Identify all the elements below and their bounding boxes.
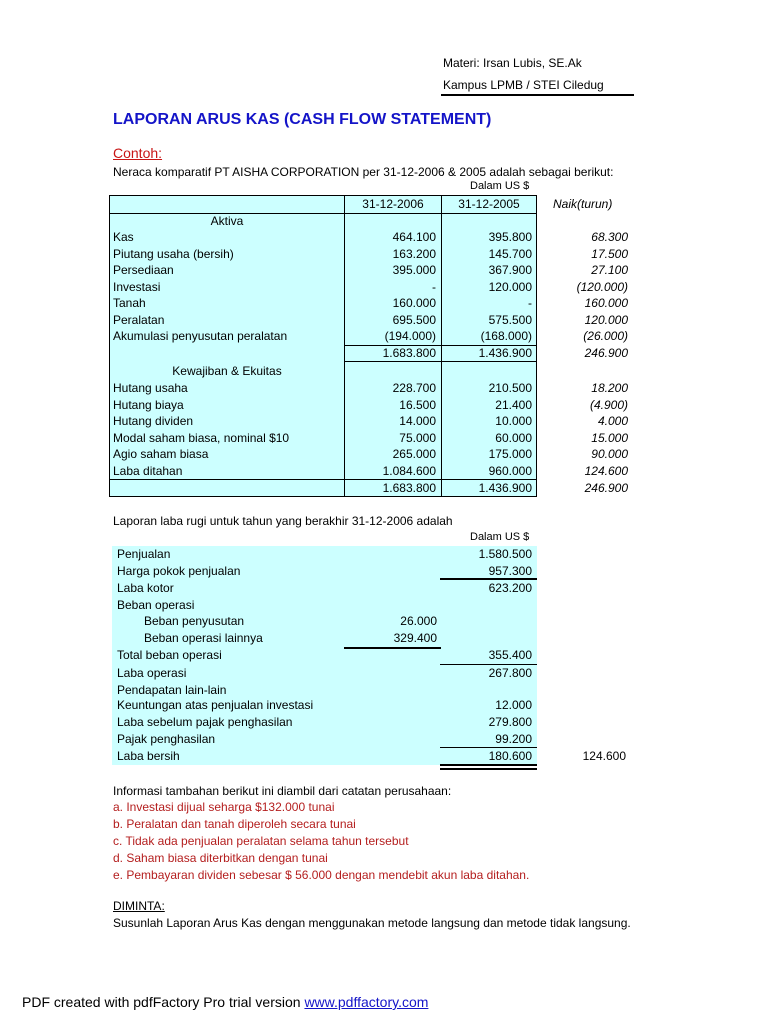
income-row-value: 267.800	[488, 666, 532, 680]
balance-row-change: 90.000	[591, 447, 628, 461]
income-row-value: 623.200	[488, 581, 532, 595]
income-row-value: 957.300	[488, 564, 532, 578]
balance-row-label: Hutang usaha	[113, 381, 188, 395]
balance-row-label: Investasi	[113, 279, 161, 294]
net-rule-bottom-2	[440, 768, 537, 770]
balance-row-2005: (168.000)	[480, 329, 532, 343]
income-row-label: Keuntungan atas penjualan investasi	[117, 698, 314, 712]
income-row-label: Beban operasi lainnya	[144, 631, 263, 645]
income-row-value: 355.400	[488, 648, 532, 662]
balance-row-2005: 10.000	[495, 414, 532, 428]
balance-row-label: Hutang biaya	[113, 397, 184, 412]
balance-row-label: Kas	[113, 230, 134, 244]
income-row-label: Laba bersih	[117, 749, 180, 763]
income-row-label: Harga pokok penjualan	[117, 564, 241, 578]
balance-row-2005: 395.800	[488, 230, 532, 244]
balance-row-change: (26.000)	[583, 329, 628, 343]
border-right	[536, 195, 537, 497]
balance-row-change: 160.000	[584, 296, 628, 310]
balance-row-change: 18.200	[591, 381, 628, 395]
footer-link[interactable]: www.pdffactory.com	[304, 994, 429, 1010]
balance-row-2006: 160.000	[392, 296, 436, 310]
income-row-mid: 329.400	[393, 631, 437, 645]
balance-row-2005: 960.000	[488, 463, 532, 478]
balance-row-label: Piutang usaha (bersih)	[113, 246, 234, 261]
col-header-change: Naik(turun)	[553, 197, 613, 211]
balance-row-change: 15.000	[591, 430, 628, 445]
info-item: d. Saham biasa diterbitkan dengan tunai	[113, 851, 328, 865]
balance-row-label: Laba ditahan	[113, 463, 183, 478]
balance-intro: Neraca komparatif PT AISHA CORPORATION per 31-12-2006 & 2005 adalah sebagai berikut:	[113, 165, 614, 179]
balance-row-2006: 1.084.600	[382, 463, 436, 478]
liab-heading: Kewajiban & Ekuitas	[172, 364, 282, 378]
balance-row-change: (120.000)	[576, 279, 628, 294]
aktiva-total-2006: 1.683.800	[382, 346, 436, 360]
income-row-label: Penjualan	[117, 547, 171, 561]
balance-row-2005: 120.000	[488, 279, 532, 294]
task-text: Susunlah Laporan Arus Kas dengan menggunakan metode langsung dan metode tidak langsung.	[113, 916, 631, 930]
page-title: LAPORAN ARUS KAS (CASH FLOW STATEMENT)	[113, 111, 492, 128]
balance-row-change: (4.900)	[589, 397, 628, 412]
balance-row-change: 4.000	[597, 414, 628, 428]
balance-row-2005: 175.000	[488, 447, 532, 461]
balance-currency: Dalam US $	[470, 180, 530, 192]
liab-total-2006: 1.683.800	[382, 481, 436, 495]
info-item: b. Peralatan dan tanah diperoleh secara tunai	[113, 817, 356, 831]
campus-line: Kampus LPMB / STEI Ciledug	[443, 78, 604, 92]
balance-row-change: 120.000	[584, 312, 628, 327]
info-item: a. Investasi dijual seharga $132.000 tunai	[113, 800, 335, 814]
info-heading: Informasi tambahan berikut ini diambil dari catatan perusahaan:	[113, 784, 452, 798]
info-item: c. Tidak ada penjualan peralatan selama tahun tersebut	[113, 834, 409, 848]
balance-row-2006: 395.000	[392, 263, 436, 277]
income-row-label: Total beban operasi	[117, 648, 222, 662]
balance-row-change: 124.600	[584, 463, 628, 478]
net-income-side: 124.600	[582, 749, 626, 763]
balance-row-2005: 367.900	[488, 263, 532, 277]
balance-row-label: Persediaan	[113, 263, 174, 277]
aktiva-total-2005: 1.436.900	[478, 346, 532, 360]
header-underline	[441, 94, 634, 96]
col-header-2005: 31-12-2005	[458, 197, 520, 211]
liab-total-2005: 1.436.900	[478, 481, 532, 495]
income-row-label: Beban penyusutan	[144, 614, 245, 628]
balance-row-change: 68.300	[591, 230, 628, 244]
balance-row-2006: 16.500	[399, 397, 436, 412]
income-row-mid: 26.000	[400, 614, 437, 628]
income-row-label: Beban operasi	[117, 598, 195, 612]
balance-row-2006: 228.700	[392, 381, 436, 395]
task-heading: DIMINTA:	[113, 899, 165, 913]
balance-row-2005: 575.500	[488, 312, 532, 327]
balance-row-2006: 75.000	[399, 430, 436, 445]
balance-row-label: Peralatan	[113, 312, 165, 327]
income-row-value: 1.580.500	[478, 547, 532, 561]
balance-row-2006: 163.200	[392, 246, 436, 261]
balance-row-label: Akumulasi penyusutan peralatan	[113, 329, 288, 343]
liab-total-change: 246.900	[584, 481, 628, 495]
balance-row-2006: 14.000	[399, 414, 436, 428]
footer-text: PDF created with pdfFactory Pro trial version	[22, 994, 305, 1010]
income-row-value: 99.200	[495, 732, 532, 746]
balance-row-label: Modal saham biasa, nominal $10	[113, 430, 290, 445]
balance-row-2006: -	[432, 279, 436, 294]
income-currency: Dalam US $	[470, 531, 530, 543]
example-label: Contoh:	[113, 145, 163, 161]
balance-row-2006: 695.500	[392, 312, 436, 327]
balance-row-label: Hutang dividen	[113, 414, 194, 428]
balance-row-2006: 464.100	[392, 230, 436, 244]
balance-row-2006: (194.000)	[384, 329, 436, 343]
balance-row-change: 27.100	[591, 263, 628, 277]
income-row-label: Laba operasi	[117, 666, 187, 680]
income-row-value: 279.800	[488, 715, 532, 729]
balance-row-2005: 60.000	[495, 430, 532, 445]
balance-row-2005: 145.700	[488, 246, 532, 261]
income-row-label: Pajak penghasilan	[117, 732, 216, 746]
pdf-footer	[22, 994, 428, 1010]
income-row-label: Pendapatan lain-lain	[117, 683, 227, 697]
income-row-label: Laba sebelum pajak penghasilan	[117, 715, 293, 729]
balance-row-change: 17.500	[591, 246, 628, 261]
income-row-value: 180.600	[488, 749, 532, 763]
border-left	[109, 195, 110, 497]
balance-row-2005: 210.500	[488, 381, 532, 395]
info-item: e. Pembayaran dividen sebesar $ 56.000 dengan mendebit akun laba ditahan.	[113, 868, 530, 882]
balance-row-2006: 265.000	[392, 447, 436, 461]
income-row-label: Laba kotor	[117, 581, 174, 595]
income-intro: Laporan laba rugi untuk tahun yang berakhir 31-12-2006 adalah	[113, 514, 453, 528]
balance-row-label: Tanah	[113, 296, 146, 310]
col-header-2006: 31-12-2006	[362, 197, 424, 211]
aktiva-heading: Aktiva	[210, 214, 244, 228]
income-row-value: 12.000	[495, 698, 532, 712]
balance-row-label: Agio saham biasa	[113, 447, 209, 461]
aktiva-total-change: 246.900	[584, 346, 628, 360]
balance-row-2005: -	[528, 296, 532, 310]
author-line: Materi: Irsan Lubis, SE.Ak	[443, 56, 582, 70]
balance-row-2005: 21.400	[495, 397, 532, 412]
opex-rule	[344, 647, 441, 649]
